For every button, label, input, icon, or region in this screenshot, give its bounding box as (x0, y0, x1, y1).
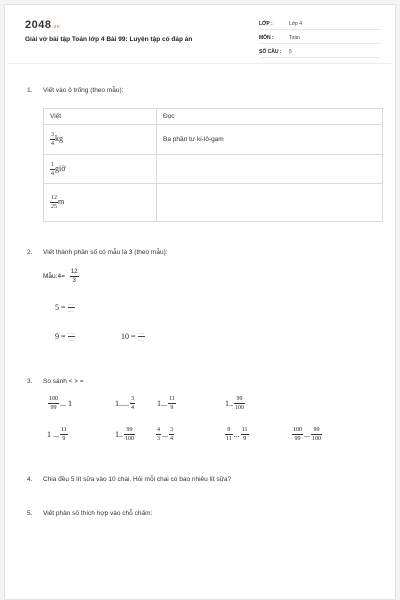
table-row (44, 155, 383, 184)
q4-number: 4. (27, 476, 33, 483)
blank-fraction[interactable]: ....... ...... (137, 330, 145, 343)
write-cell: $\frac{3}{4}$ kg (44, 125, 157, 155)
q3-compare-f: 1 .. $\frac{99}{100}$ (115, 427, 134, 442)
table-header-row (44, 109, 383, 125)
fraction: $\frac{100}{99}$ (293, 427, 302, 442)
q3-compare-i: $\frac{100}{99}$ ... $\frac{99}{100}$ (293, 427, 321, 442)
write-cell: $\frac{1}{4}$ giờ (44, 155, 157, 184)
meta-grade: LỚP : Lớp 4 (259, 19, 381, 30)
fraction: $\frac{4}{3}$ (157, 427, 160, 442)
example-fraction: $\frac{12}{3}$ (70, 269, 78, 284)
q3-compare-c: 1 ... $\frac{11}{9}$ (157, 396, 175, 411)
fraction: $\frac{3}{4}$ (131, 396, 134, 411)
col-write: Viết (44, 109, 157, 125)
q2-item-10: 10 = ....... ...... (121, 330, 145, 343)
fraction: $\frac{9}{11}$ (226, 427, 232, 442)
q3-number: 3. (27, 378, 33, 385)
fraction: $\frac{3}{4}$ (51, 132, 54, 147)
blank-fraction[interactable]: ....... ...... (67, 330, 75, 343)
worksheet (4, 4, 396, 600)
write-cell: $\frac{12}{25}$ m (44, 184, 157, 222)
q3-compare-d: 1 .. $\frac{99}{100}$ (225, 396, 244, 411)
q2-item-9: 9 = ....... ...... (55, 330, 75, 343)
q3-compare-a: $\frac{100}{99}$ ... 1 (49, 396, 72, 411)
table-row (44, 125, 383, 155)
q1-text: Viết vào ô trống (theo mẫu): (43, 87, 124, 94)
fraction: $\frac{1}{4}$ (51, 161, 54, 177)
meta-question-count: SỐ CÂU : 5 (259, 47, 381, 58)
q2-text: Viết thành phần số có mẫu là 3 (theo mẫu): (43, 249, 168, 256)
fraction: $\frac{11}{9}$ (241, 427, 248, 442)
q1-table (43, 108, 383, 222)
q2-item-5: 5 = ....... ...... (55, 301, 75, 314)
read-cell[interactable] (157, 155, 383, 184)
q4-text: Chia đều 5 lít sữa vào 10 chai. Hỏi mỗi chai có bao nhiêu lít sữa? (43, 476, 232, 483)
meta-subject: MÔN : Toán (259, 33, 381, 44)
q3-text: So sánh < > = (43, 378, 84, 385)
q1-number: 1. (27, 87, 33, 94)
q2-number: 2. (27, 249, 33, 256)
table-row (44, 184, 383, 222)
read-cell[interactable]: Ba phần tư ki-lô-gam (157, 125, 383, 155)
fraction: $\frac{12}{25}$ (51, 195, 57, 210)
site-logo[interactable]: 2048.vn (25, 19, 61, 31)
fraction: $\frac{99}{100}$ (312, 427, 321, 442)
q2-example: Mẫu:4= $\frac{12}{3}$ (43, 269, 78, 284)
q3-compare-e: 1 ... $\frac{11}{9}$ (47, 427, 67, 442)
q5-text: Viết phân số thích hợp vào chỗ chấm: (43, 510, 153, 517)
fraction: $\frac{100}{99}$ (49, 396, 58, 411)
col-read: Đọc (157, 109, 383, 125)
fraction: $\frac{3}{4}$ (170, 427, 173, 442)
q5-number: 5. (27, 510, 33, 517)
header-divider (9, 63, 391, 64)
fraction: $\frac{11}{9}$ (169, 396, 175, 411)
q3-compare-g: $\frac{4}{3}$ ... $\frac{3}{4}$ (157, 427, 173, 442)
fraction: $\frac{99}{100}$ (235, 396, 244, 411)
q3-compare-h: $\frac{9}{11}$ ... $\frac{11}{9}$ (226, 427, 248, 442)
q3-compare-b: 1 ..... $\frac{3}{4}$ (115, 396, 134, 411)
blank-fraction[interactable]: ....... ...... (67, 301, 75, 314)
document-title: Giải vở bài tập Toán lớp 4 Bài 99: Luyện tập có đáp án (25, 36, 193, 43)
fraction: $\frac{99}{100}$ (125, 427, 134, 442)
fraction: $\frac{11}{9}$ (61, 427, 67, 442)
read-cell[interactable] (157, 184, 383, 222)
